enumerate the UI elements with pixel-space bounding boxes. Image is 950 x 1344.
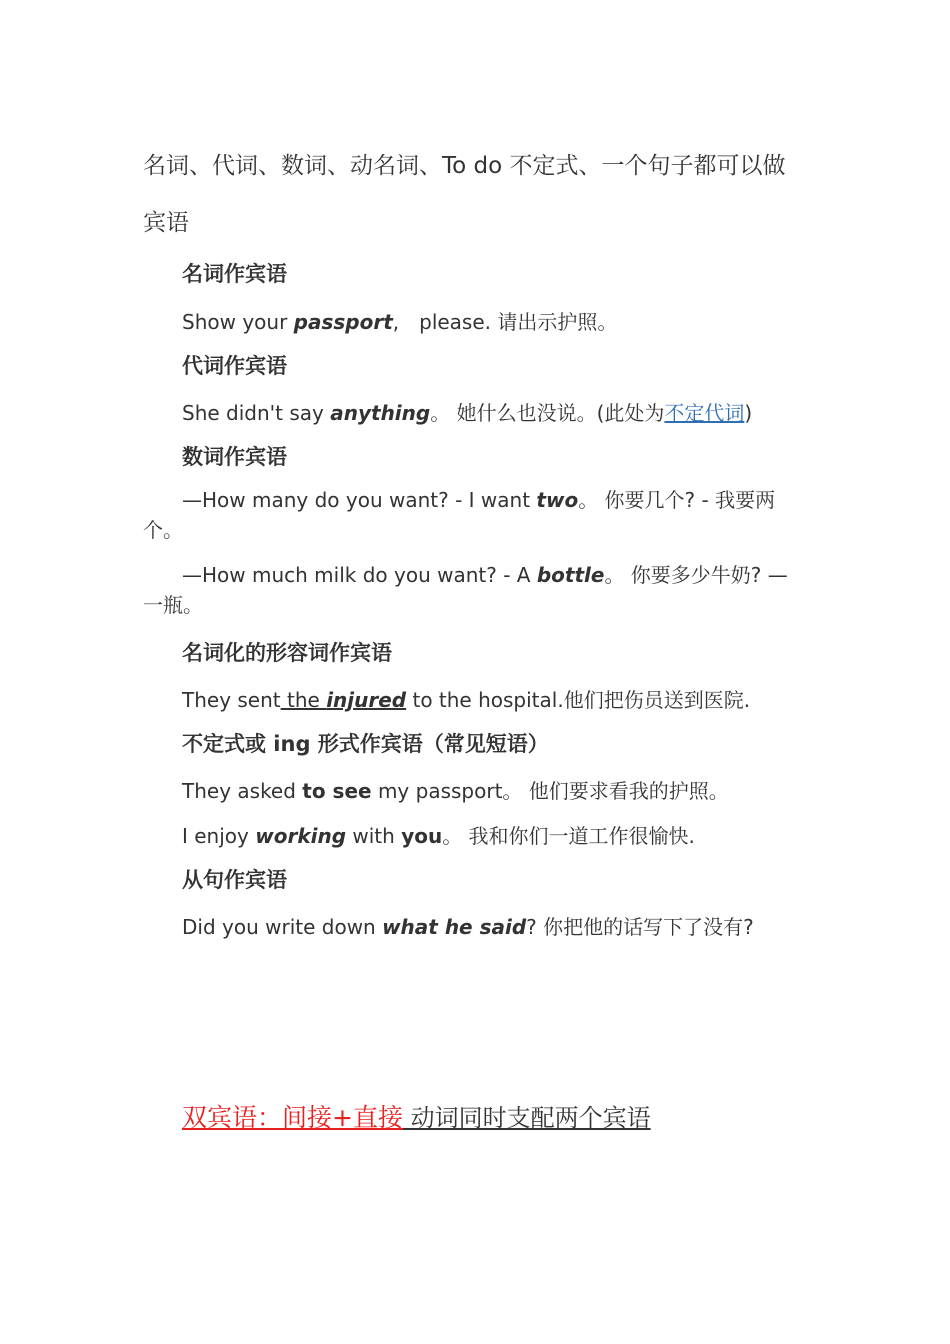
example-bold: to see (302, 779, 372, 803)
example-emphasis: working (255, 824, 347, 848)
example-text: to the hospital.他们把伤员送到医院. (406, 688, 751, 712)
heading-noun-object: 名词作宾语 (182, 262, 287, 286)
example-text: with (346, 824, 402, 848)
heading-adjective-object: 名词化的形容词作宾语 (182, 641, 392, 665)
example-emphasis: passport (293, 310, 393, 334)
indefinite-pronoun-link[interactable]: 不定代词 (664, 401, 745, 425)
double-object-heading (182, 1098, 651, 1134)
example-text: , please. 请出示护照。 (392, 310, 618, 334)
example-underline: the (280, 688, 327, 712)
example-text: Did you write down (182, 915, 383, 939)
example-bold: you (401, 824, 443, 848)
example-text: 。 你要多少牛奶? — 一瓶。 (143, 563, 788, 617)
double-object-title: 双宾语：间接+直接 (182, 1103, 403, 1132)
example-infinitive-2 (182, 820, 695, 849)
example-emphasis: two (536, 488, 579, 512)
example-text: —How much milk do you want? - A (182, 563, 537, 587)
intro-paragraph: 名词、代词、数词、动名词、To do 不定式、一个句子都可以做宾语 (143, 153, 786, 236)
example-infinitive-1 (182, 775, 729, 804)
example-text: Show your (182, 310, 294, 334)
example-text: —How many do you want? - I want (182, 488, 537, 512)
example-text: ) (744, 401, 753, 425)
example-numeral-1 (143, 485, 803, 545)
example-text: ? 你把他的话写下了没有? (526, 915, 754, 939)
example-text: 。 你要几个? - 我要两个。 (143, 488, 776, 542)
example-text: my passport。 他们要求看我的护照。 (371, 779, 729, 803)
example-text: They asked (182, 779, 303, 803)
example-emphasis: bottle (536, 563, 605, 587)
example-text: 。 我和你们一道工作很愉快. (442, 824, 695, 848)
example-text: 。 她什么也没说。(此处为 (430, 401, 665, 425)
heading-clause-object: 从句作宾语 (182, 868, 287, 892)
heading-infinitive-object: 不定式或 ing 形式作宾语（常见短语） (182, 732, 549, 756)
example-adjective (182, 684, 750, 713)
example-text: They sent (182, 688, 281, 712)
example-numeral-2 (143, 560, 803, 620)
example-text: I enjoy (182, 824, 256, 848)
heading-pronoun-object: 代词作宾语 (182, 354, 287, 378)
example-pronoun (182, 397, 752, 426)
example-emphasis: anything (330, 401, 431, 425)
example-noun (182, 306, 617, 335)
heading-numeral-object: 数词作宾语 (182, 445, 287, 469)
example-emphasis: what he said (382, 915, 527, 939)
example-clause (182, 911, 754, 940)
example-emphasis: injured (326, 688, 407, 712)
example-text: She didn't say (182, 401, 331, 425)
double-object-description: 动词同时支配两个宾语 (402, 1104, 651, 1132)
